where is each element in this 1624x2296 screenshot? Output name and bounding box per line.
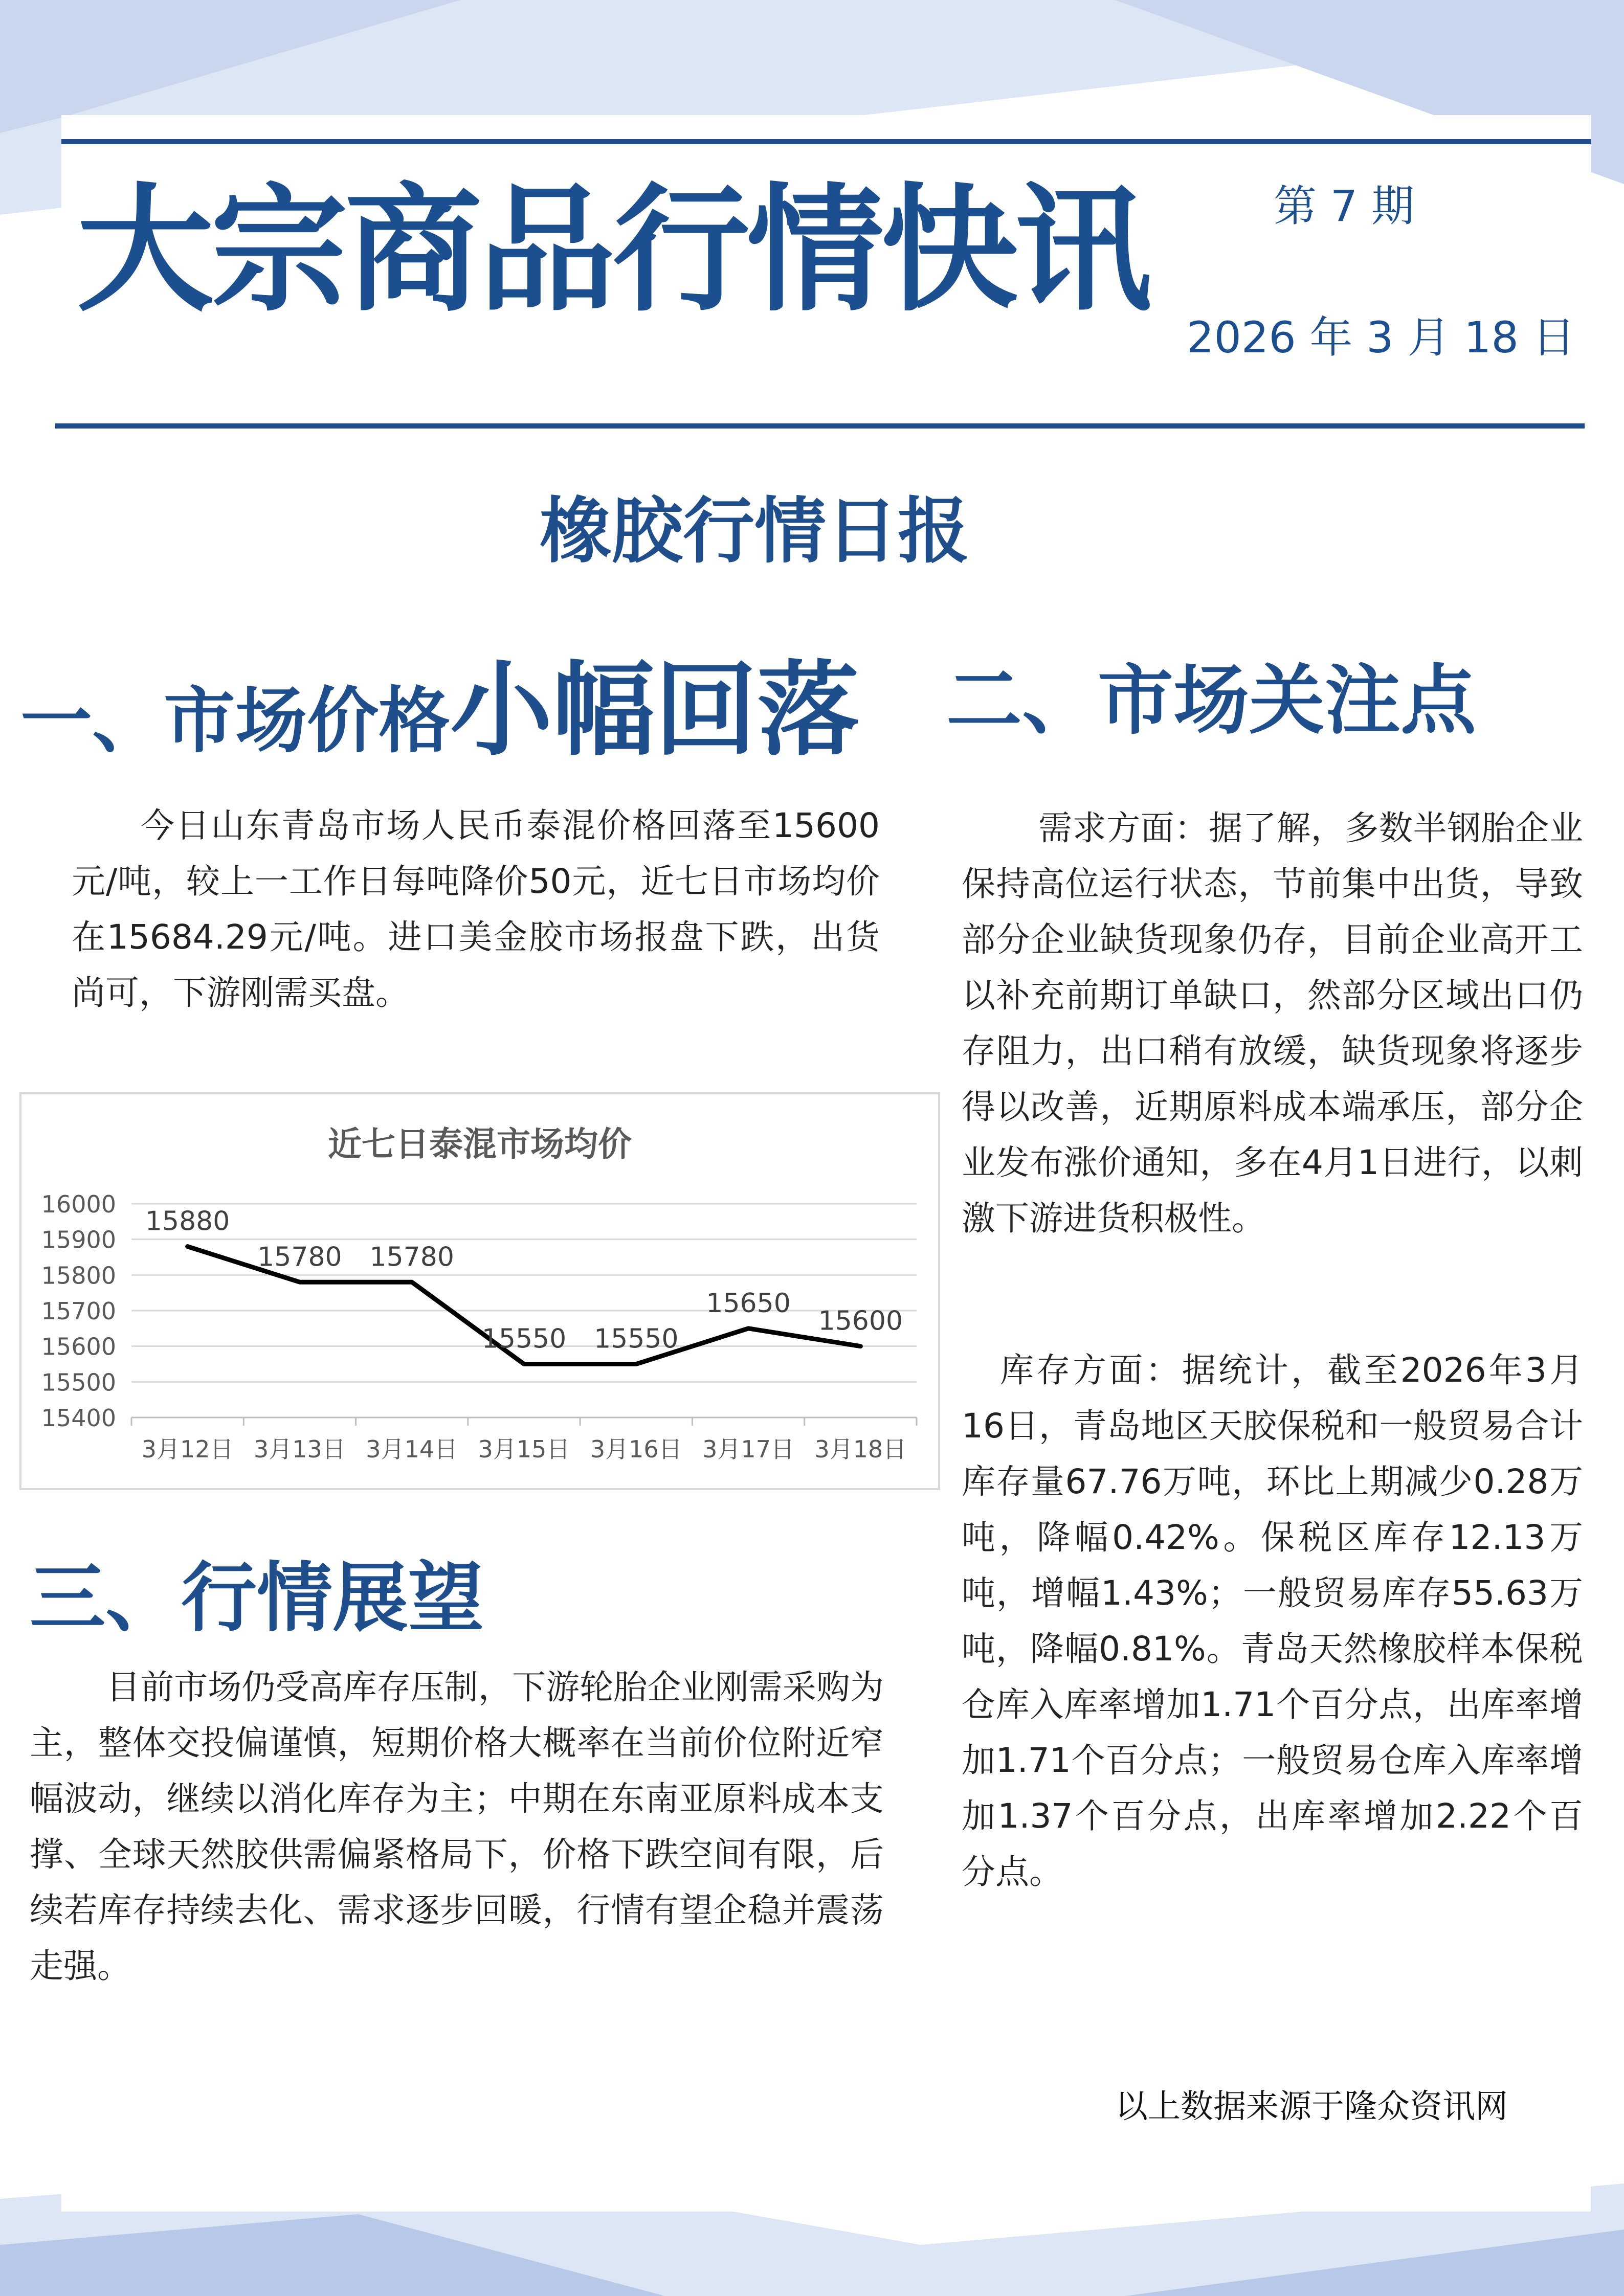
data-source-note: 以上数据来源于隆众资讯网 bbox=[1115, 2088, 1508, 2126]
x-tick-label: 3月15日 bbox=[478, 1435, 570, 1463]
y-tick-label: 16000 bbox=[41, 1190, 116, 1218]
section2-heading: 二、市场关注点 bbox=[946, 657, 1476, 745]
masthead-title: 大宗商品行情快讯 bbox=[77, 171, 1149, 330]
data-point bbox=[859, 1345, 861, 1347]
x-tick-label: 3月13日 bbox=[254, 1435, 346, 1463]
y-tick-label: 15900 bbox=[41, 1226, 116, 1254]
data-point bbox=[747, 1327, 749, 1330]
x-tick-label: 3月17日 bbox=[702, 1435, 794, 1463]
data-point bbox=[523, 1363, 525, 1365]
y-tick-label: 15500 bbox=[41, 1368, 116, 1397]
section3-body: 目前市场仍受高库存压制，下游轮胎企业刚需采购为主，整体交投偏谨慎，短期价格大概率在当前价位附近窄幅波动，继续以消化库存为主；中期在东南亚原料成本支撑、全球天然胶供需偏紧格局下，价格下跌空间有限，后续若库存持续去化、需求逐步回暖，行情有望企稳并震荡走强。 bbox=[30, 1668, 884, 1986]
section2-inventory-paragraph: 库存方面：据统计，截至2026年3月16日，青岛地区天胶保税和一般贸易合计库存量67.76万吨，环比上期减少0.28万吨，降幅0.42%。保税区库存12.13万吨，增幅1.43%；一般贸易库存55.63万吨，降幅0.81%。青岛天然橡胶样本保税仓库入库率增加1.71个百分点，出库率增加1.71个百分点；一般贸易仓库入库率增加1.37个百分点，出库率增加2.22个百分点。 bbox=[962, 1350, 1583, 1892]
x-tick-label: 3月12日 bbox=[141, 1435, 234, 1463]
data-label: 15550 bbox=[594, 1323, 679, 1355]
data-label: 15780 bbox=[369, 1242, 454, 1273]
y-tick-label: 15400 bbox=[41, 1404, 116, 1432]
masthead-bottom-rule bbox=[55, 423, 1585, 429]
issue-date: 2026 年 3 月 18 日 bbox=[1187, 312, 1575, 363]
section1-heading bbox=[20, 652, 859, 802]
section3-heading: 三、行情展望 bbox=[30, 1554, 484, 1642]
y-tick-label: 15700 bbox=[41, 1297, 116, 1325]
chart-y-ticks bbox=[41, 1190, 116, 1432]
price-chart bbox=[19, 1092, 940, 1490]
data-label: 15550 bbox=[481, 1323, 567, 1355]
chart-title: 近七日泰混市场均价 bbox=[328, 1124, 632, 1164]
x-tick-label: 3月18日 bbox=[814, 1435, 907, 1463]
section1-heading-prefix: 一、市场价格 bbox=[20, 680, 451, 763]
data-label: 15650 bbox=[706, 1288, 791, 1319]
report-title: 橡胶行情日报 bbox=[539, 490, 969, 573]
data-point bbox=[635, 1363, 637, 1365]
price-chart-svg bbox=[21, 1094, 938, 1488]
chart-gridlines bbox=[131, 1204, 917, 1426]
issue-number: 第 7 期 bbox=[1274, 181, 1414, 231]
x-tick-label: 3月16日 bbox=[590, 1435, 682, 1463]
chart-x-ticks bbox=[142, 1435, 907, 1463]
data-point bbox=[299, 1281, 301, 1283]
chart-data-labels bbox=[145, 1206, 903, 1355]
data-label: 15780 bbox=[257, 1242, 342, 1273]
data-point bbox=[411, 1281, 413, 1283]
section1-body: 今日山东青岛市场人民币泰混价格回落至15600元/吨，较上一工作日每吨降价50元，近七日市场均价在15684.29元/吨。进口美金胶市场报盘下跌，出货尚可，下游刚需买盘。 bbox=[72, 806, 880, 1012]
section1-heading-emphasis: 小幅回落 bbox=[450, 651, 860, 770]
section2-demand-paragraph: 需求方面：据了解，多数半钢胎企业保持高位运行状态，节前集中出货，导致部分企业缺货现象仍存，目前企业高开工以补充前期订单缺口，然部分区域出口仍存阻力，出口稍有放缓，缺货现象将逐步得以改善，近期原料成本端承压，部分企业发布涨价通知，多在4月1日进行，以刺激下游进货积极性。 bbox=[962, 808, 1583, 1238]
x-tick-label: 3月14日 bbox=[366, 1435, 458, 1463]
y-tick-label: 15600 bbox=[41, 1333, 116, 1361]
y-tick-label: 15800 bbox=[41, 1262, 116, 1290]
data-label: 15880 bbox=[145, 1206, 230, 1237]
masthead-top-rule bbox=[61, 139, 1591, 144]
data-label: 15600 bbox=[818, 1305, 903, 1337]
data-point bbox=[187, 1246, 189, 1248]
